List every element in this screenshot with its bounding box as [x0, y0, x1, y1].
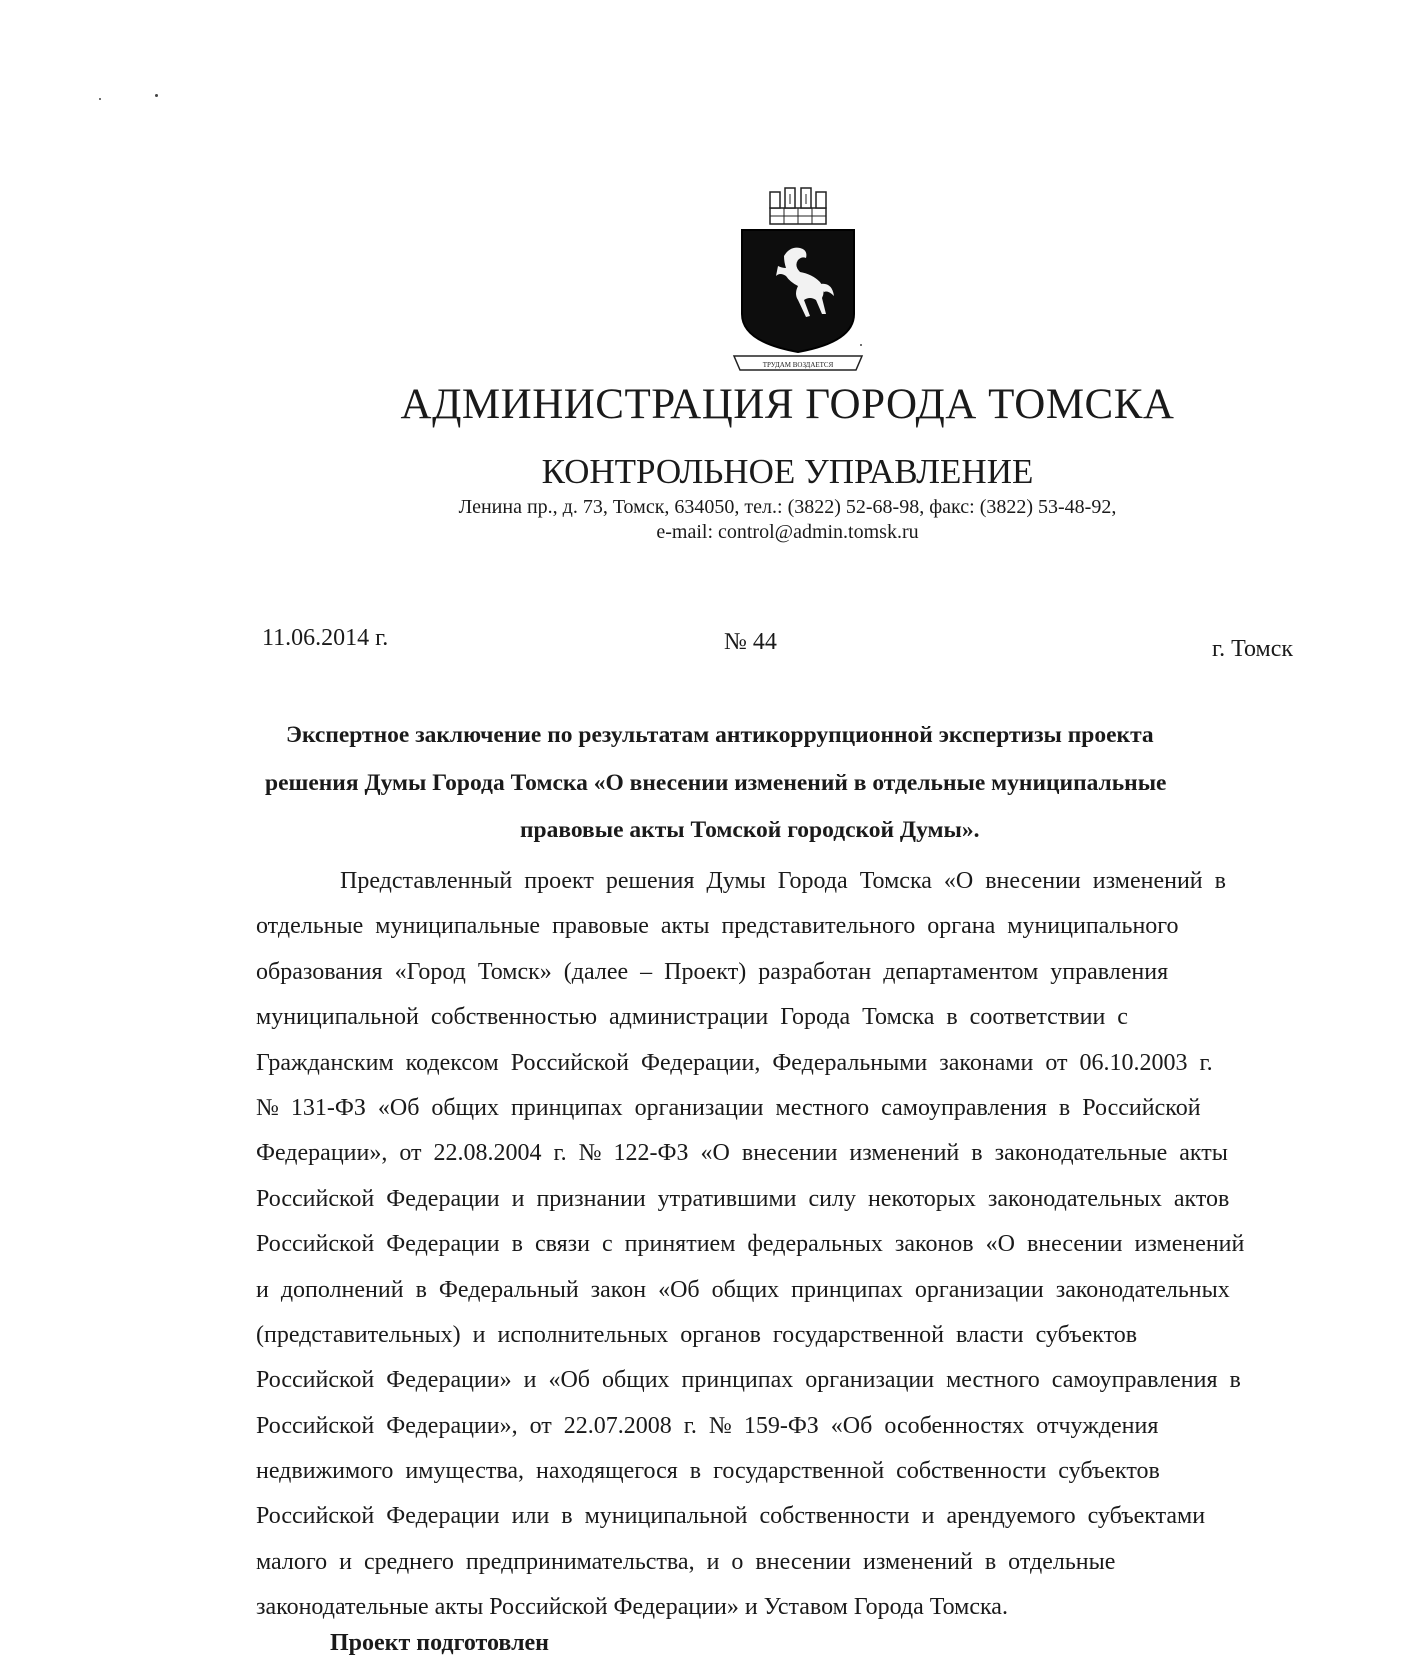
scan-speck: [99, 98, 101, 100]
body-line: законодательные акты Российской Федерации» и Уставом Города Томска.: [256, 1594, 1008, 1621]
scan-speck: [155, 94, 158, 97]
body-paragraph: [256, 859, 1275, 1631]
document-title-line-1: Экспертное заключение по результатам антикоррупционной экспертизы проекта: [286, 722, 1154, 748]
city-coat-of-arms-emblem: [728, 186, 868, 376]
organization-name: АДМИНИСТРАЦИЯ ГОРОДА ТОМСКА: [400, 381, 1175, 428]
body-line: Российской Федерации» и «Об общих принципах организации местного самоуправления в: [256, 1367, 1241, 1394]
body-line: Представленный проект решения Думы Города Томска «О внесении изменений в: [340, 868, 1226, 894]
body-line: Российской Федерации и признании утратившими силу некоторых законодательных актов: [256, 1185, 1230, 1212]
body-line: отдельные муниципальные правовые акты представительного органа муниципального: [256, 913, 1179, 940]
address-line: Ленина пр., д. 73, Томск, 634050, тел.: (3822) 52-68-98, факс: (3822) 53-48-92,: [458, 496, 1117, 518]
body-line: муниципальной собственностью администрации Города Томска в соответствии с: [256, 1004, 1128, 1031]
document-date: 11.06.2014 г.: [262, 625, 389, 651]
crown-icon: [770, 188, 826, 224]
body-line: недвижимого имущества, находящегося в государственной собственности субъектов: [256, 1458, 1160, 1485]
body-line: № 131-ФЗ «Об общих принципах организации местного самоуправления в Российской: [256, 1094, 1201, 1121]
body-line: Российской Федерации или в муниципальной собственности и арендуемого субъектами: [256, 1503, 1206, 1530]
body-line: Гражданским кодексом Российской Федерации, Федеральными законами от 06.10.2003 г.: [256, 1049, 1213, 1076]
next-paragraph-cut-line: Проект подготовлен: [330, 1630, 550, 1656]
body-line: образования «Город Томск» (далее – Проект) разработан департаментом управления: [256, 958, 1169, 985]
document-city: г. Томск: [1212, 636, 1294, 662]
svg-text:ТРУДАМ ВОЗДАЕТСЯ: ТРУДАМ ВОЗДАЕТСЯ: [762, 361, 834, 369]
ribbon-icon: [734, 356, 862, 370]
body-line: (представительных) и исполнительных органов государственной власти субъектов: [256, 1321, 1138, 1348]
body-line: малого и среднего предпринимательства, и о внесении изменений в отдельные: [256, 1548, 1116, 1575]
department-name: КОНТРОЛЬНОЕ УПРАВЛЕНИЕ: [541, 452, 1034, 491]
document-title-line-2: решения Думы Города Томска «О внесении изменений в отдельные муниципальные: [265, 770, 1167, 796]
body-line: Российской Федерации», от 22.07.2008 г. № 159-ФЗ «Об особенностях отчуждения: [256, 1412, 1159, 1439]
body-line: Российской Федерации в связи с принятием федеральных законов «О внесении изменений: [256, 1231, 1245, 1258]
email-line: e-mail: control@admin.tomsk.ru: [656, 521, 919, 543]
body-line: и дополнений в Федеральный закон «Об общих принципах организации законодательных: [256, 1276, 1230, 1303]
document-number: № 44: [724, 629, 777, 655]
document-title-line-3: правовые акты Томской городской Думы».: [520, 817, 980, 843]
body-line: Федерации», от 22.08.2004 г. № 122-ФЗ «О внесении изменений в законодательные акты: [256, 1140, 1228, 1167]
